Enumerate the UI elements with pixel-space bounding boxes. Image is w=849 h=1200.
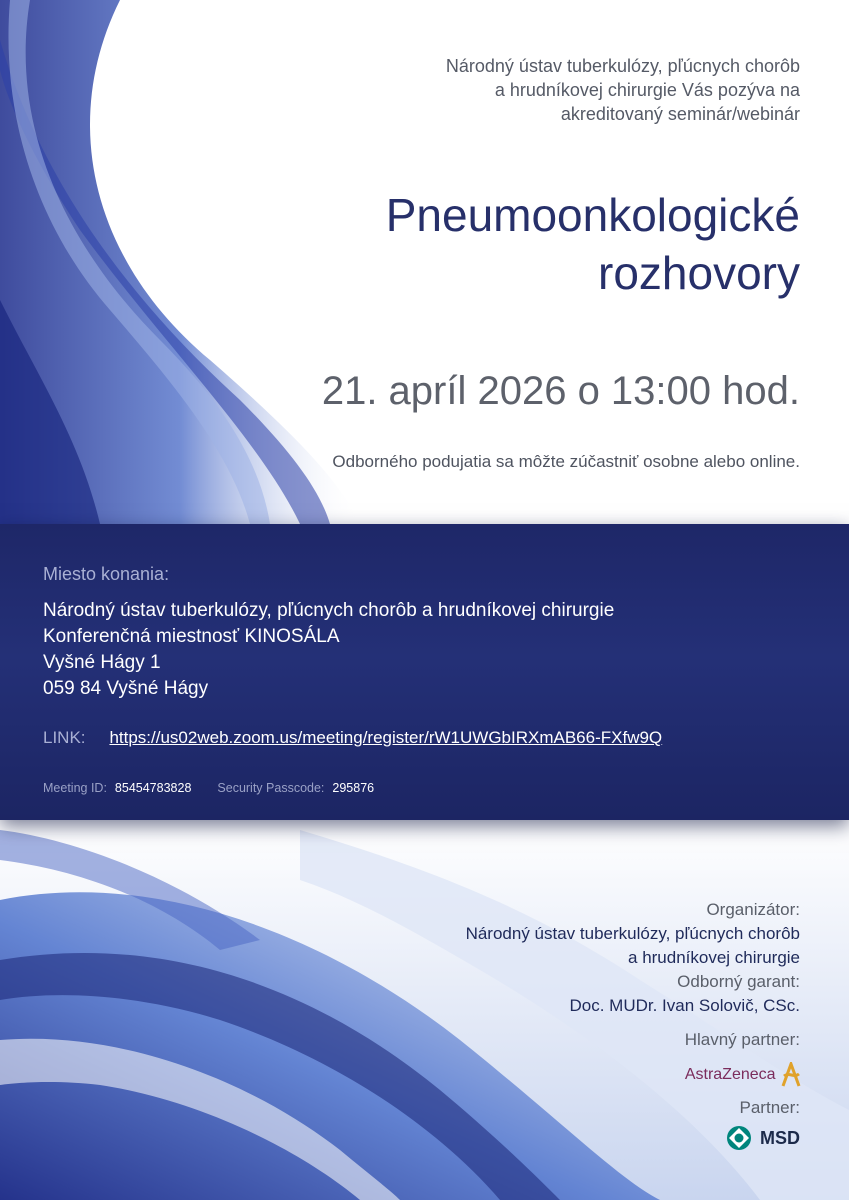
passcode-label: Security Passcode: <box>217 781 325 795</box>
venue-address <box>43 598 614 702</box>
venue-line: Národný ústav tuberkulózy, pľúcnych chorôb a hrudníkovej chirurgie <box>43 600 615 621</box>
invitation-intro <box>280 54 800 126</box>
zoom-registration-link[interactable]: https://us02web.zoom.us/meeting/register/rW1UWGbIRXmAB66-FXfw9Q <box>109 728 663 747</box>
main-partner-label: Hlavný partner: <box>684 1030 800 1049</box>
organizer-label: Organizátor: <box>706 900 800 919</box>
msd-logo-text: MSD <box>760 1127 800 1148</box>
organizer-line: Národný ústav tuberkulózy, pľúcnych chorôb <box>465 924 800 943</box>
meeting-info <box>43 781 400 795</box>
astrazeneca-logo-text: AstraZeneca <box>684 1066 776 1083</box>
venue-line: Vyšné Hágy 1 <box>43 652 161 673</box>
organizer-line: a hrudníkovej chirurgie <box>628 948 800 967</box>
intro-line: akreditovaný seminár/webinár <box>560 104 800 124</box>
msd-logo-icon <box>726 1125 752 1151</box>
meeting-id-value: 85454783828 <box>114 781 192 795</box>
title-line: rozhovory <box>598 247 800 299</box>
passcode-value: 295876 <box>332 781 375 795</box>
venue-label: Miesto konania: <box>43 564 170 584</box>
link-row <box>43 728 662 748</box>
guarantor-label: Odborný garant: <box>677 972 800 991</box>
intro-line: a hrudníkovej chirurgie Vás pozýva na <box>494 80 800 100</box>
intro-line: Národný ústav tuberkulózy, pľúcnych chorôb <box>445 56 800 76</box>
astrazeneca-logo <box>685 1062 802 1090</box>
venue-line: 059 84 Vyšné Hágy <box>43 678 209 699</box>
msd-logo <box>726 1125 800 1153</box>
link-label: LINK: <box>43 728 86 747</box>
title-line: Pneumoonkologické <box>385 189 800 241</box>
attendance-note: Odborného podujatia sa môžte zúčastniť osobne alebo online. <box>332 452 800 471</box>
guarantor-name: Doc. MUDr. Ivan Solovič, CSc. <box>569 996 800 1015</box>
partner-label: Partner: <box>739 1098 800 1117</box>
event-date: 21. apríl 2026 o 13:00 hod. <box>321 369 800 413</box>
event-title <box>200 186 800 302</box>
astrazeneca-logo-icon <box>780 1062 802 1088</box>
venue-line: Konferenčná miestnosť KINOSÁLA <box>43 626 340 647</box>
meeting-id-label: Meeting ID: <box>43 781 107 795</box>
